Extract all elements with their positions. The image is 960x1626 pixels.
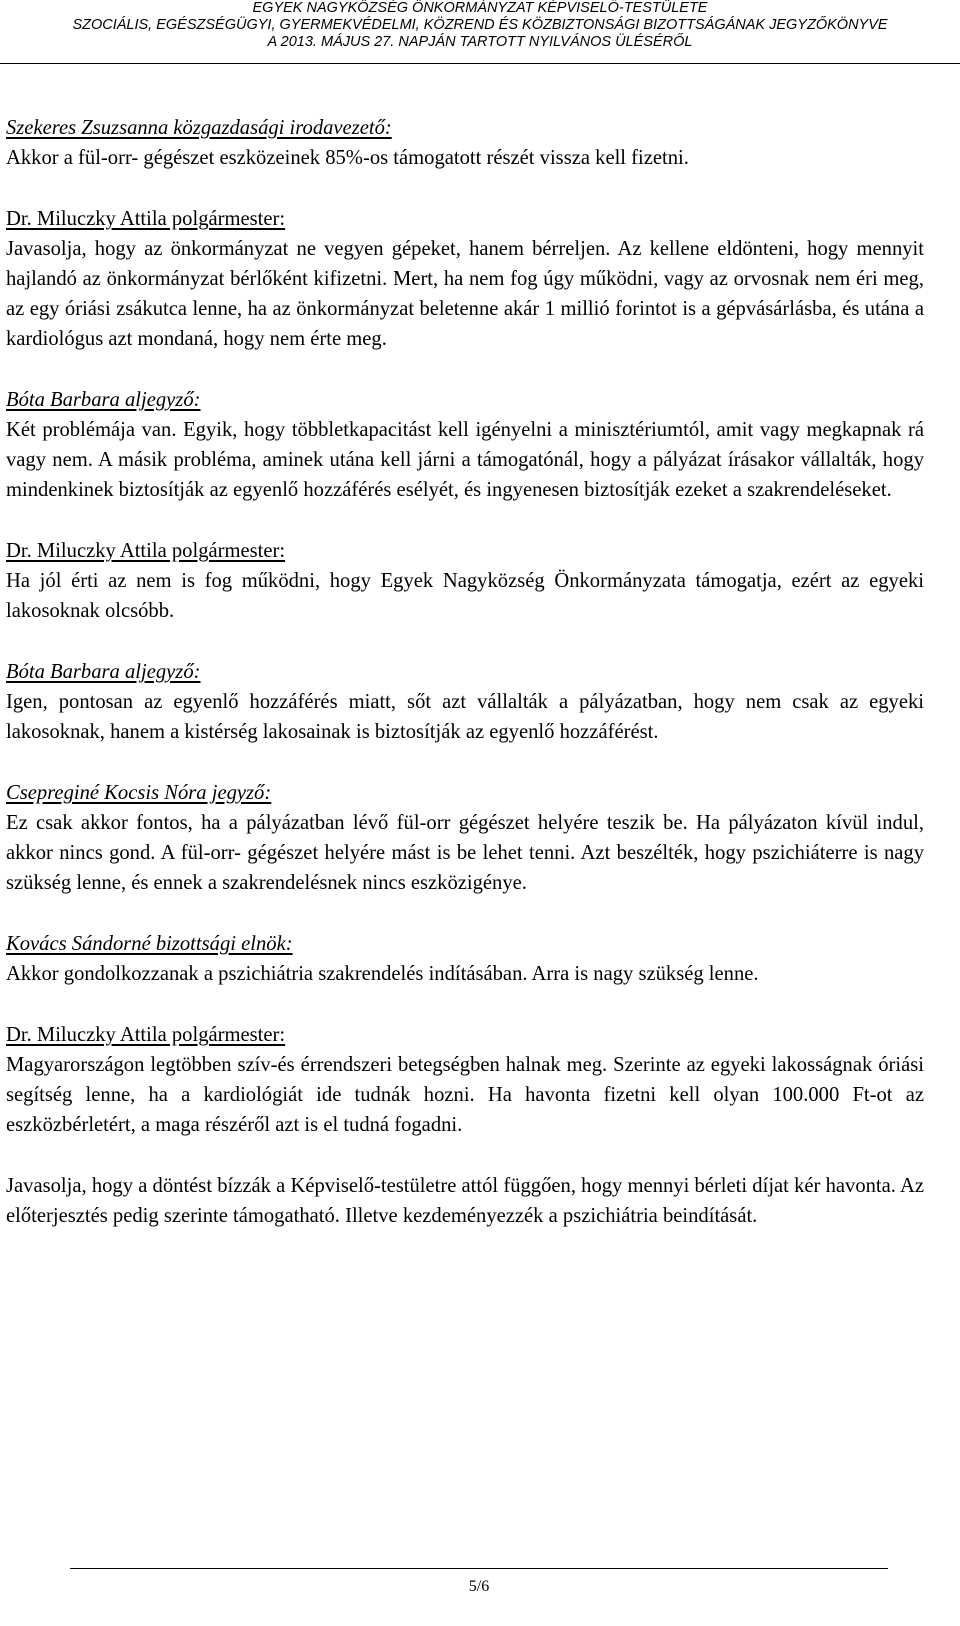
speaker-label: Dr. Miluczky Attila polgármester: — [6, 540, 286, 562]
speech-block — [6, 1020, 924, 1140]
speech-block — [6, 536, 924, 626]
speech-block — [6, 1171, 924, 1231]
speech-block — [6, 657, 924, 747]
header-rule — [0, 63, 960, 64]
header-line-1: EGYEK NAGYKÖZSÉG ÖNKORMÁNYZAT KÉPVISELŐ-TESTÜLETE — [252, 0, 708, 16]
page-number: 5/6 — [468, 1578, 490, 1595]
speaker-label: Dr. Miluczky Attila polgármester: — [6, 208, 286, 230]
speech-text: Akkor a fül-orr- gégészet eszközeinek 85%-os támogatott részét vissza kell fizetni. — [6, 147, 689, 169]
speech-block — [6, 929, 924, 989]
speech-text: Javasolja, hogy a döntést bízzák a Képviselő-testületre attól függően, hogy mennyi bérleti díjat kér havonta. Az előterjesztés pedig szerinte támogatható. Illetve kezdeményezzék a pszichiátria beindítását. — [6, 1175, 924, 1227]
speech-block — [6, 778, 924, 898]
header-line-2: SZOCIÁLIS, EGÉSZSÉGÜGYI, GYERMEKVÉDELMI, KÖZREND ÉS KÖZBIZTONSÁGI BIZOTTSÁGÁNAK JEGYZŐKÖNYVE — [72, 17, 888, 33]
speech-text: Ha jól érti az nem is fog működni, hogy Egyek Nagyközség Önkormányzata támogatja, ezért az egyeki lakosoknak olcsóbb. — [6, 570, 924, 622]
speech-text: Két problémája van. Egyik, hogy többletkapacitást kell igényelni a minisztériumtól, amit vagy megkapnak rá vagy nem. A másik probléma, aminek utána kell járni a támogatónál, hogy a pályázat írásakor vállalták, hogy mindenkinek biztosítják az egyenlő hozzáférés esélyét, és ingyenesen biztosítják ezeket a szakrendeléseket. — [6, 419, 924, 501]
document-header — [0, 0, 960, 51]
speech-text: Javasolja, hogy az önkormányzat ne vegyen gépeket, hanem bérreljen. Az kellene eldönteni, hogy mennyit hajlandó az önkormányzat bérlőként kifizetni. Mert, ha nem fog úgy működni, vagy az orvosnak nem éri meg, az egy óriási zsákutca lenne, ha az önkormányzat beletenne akár 1 millió forintot is a gépvásárlásba, és utána a kardiológus azt mondaná, hogy nem érte meg. — [6, 238, 924, 350]
speaker-label: Csepreginé Kocsis Nóra jegyző: — [6, 782, 272, 804]
speaker-label: Bóta Barbara aljegyző: — [6, 389, 201, 411]
footer-rule — [70, 1568, 888, 1569]
speech-block — [6, 204, 924, 354]
speech-text: Akkor gondolkozzanak a pszichiátria szakrendelés indításában. Arra is nagy szükség lenne. — [6, 963, 759, 985]
minutes-body — [6, 113, 924, 1262]
header-line-3: A 2013. MÁJUS 27. NAPJÁN TARTOTT NYILVÁNOS ÜLÉSÉRŐL — [267, 34, 693, 50]
speaker-label: Bóta Barbara aljegyző: — [6, 661, 201, 683]
speaker-label: Dr. Miluczky Attila polgármester: — [6, 1024, 286, 1046]
speech-text: Magyarországon legtöbben szív-és érrendszeri betegségben halnak meg. Szerinte az egyeki lakosságnak óriási segítség lenne, ha a kardiológiát ide tudnák hozni. Ha havonta fizetni kell olyan 100.000 Ft-ot az eszközbérletért, a maga részéről azt is el tudná fogadni. — [6, 1054, 924, 1136]
speech-text: Igen, pontosan az egyenlő hozzáférés miatt, sőt azt vállalták a pályázatban, hogy nem csak az egyeki lakosoknak, hanem a kistérség lakosainak is biztosítják az egyenlő hozzáférést. — [6, 691, 924, 743]
speaker-label: Szekeres Zsuzsanna közgazdasági irodavezető: — [6, 117, 392, 139]
speaker-label: Kovács Sándorné bizottsági elnök: — [6, 933, 293, 955]
speech-text: Ez csak akkor fontos, ha a pályázatban lévő fül-orr gégészet helyére teszik be. Ha pályázaton kívül indul, akkor nincs gond. A fül-orr- gégészet helyére mást is be lehet tenni. Azt beszélték, hogy pszichiáterre is nagy szükség lenne, és ennek a szakrendelésnek nincs eszközigénye. — [6, 812, 924, 894]
speech-block — [6, 113, 924, 173]
speech-block — [6, 385, 924, 505]
